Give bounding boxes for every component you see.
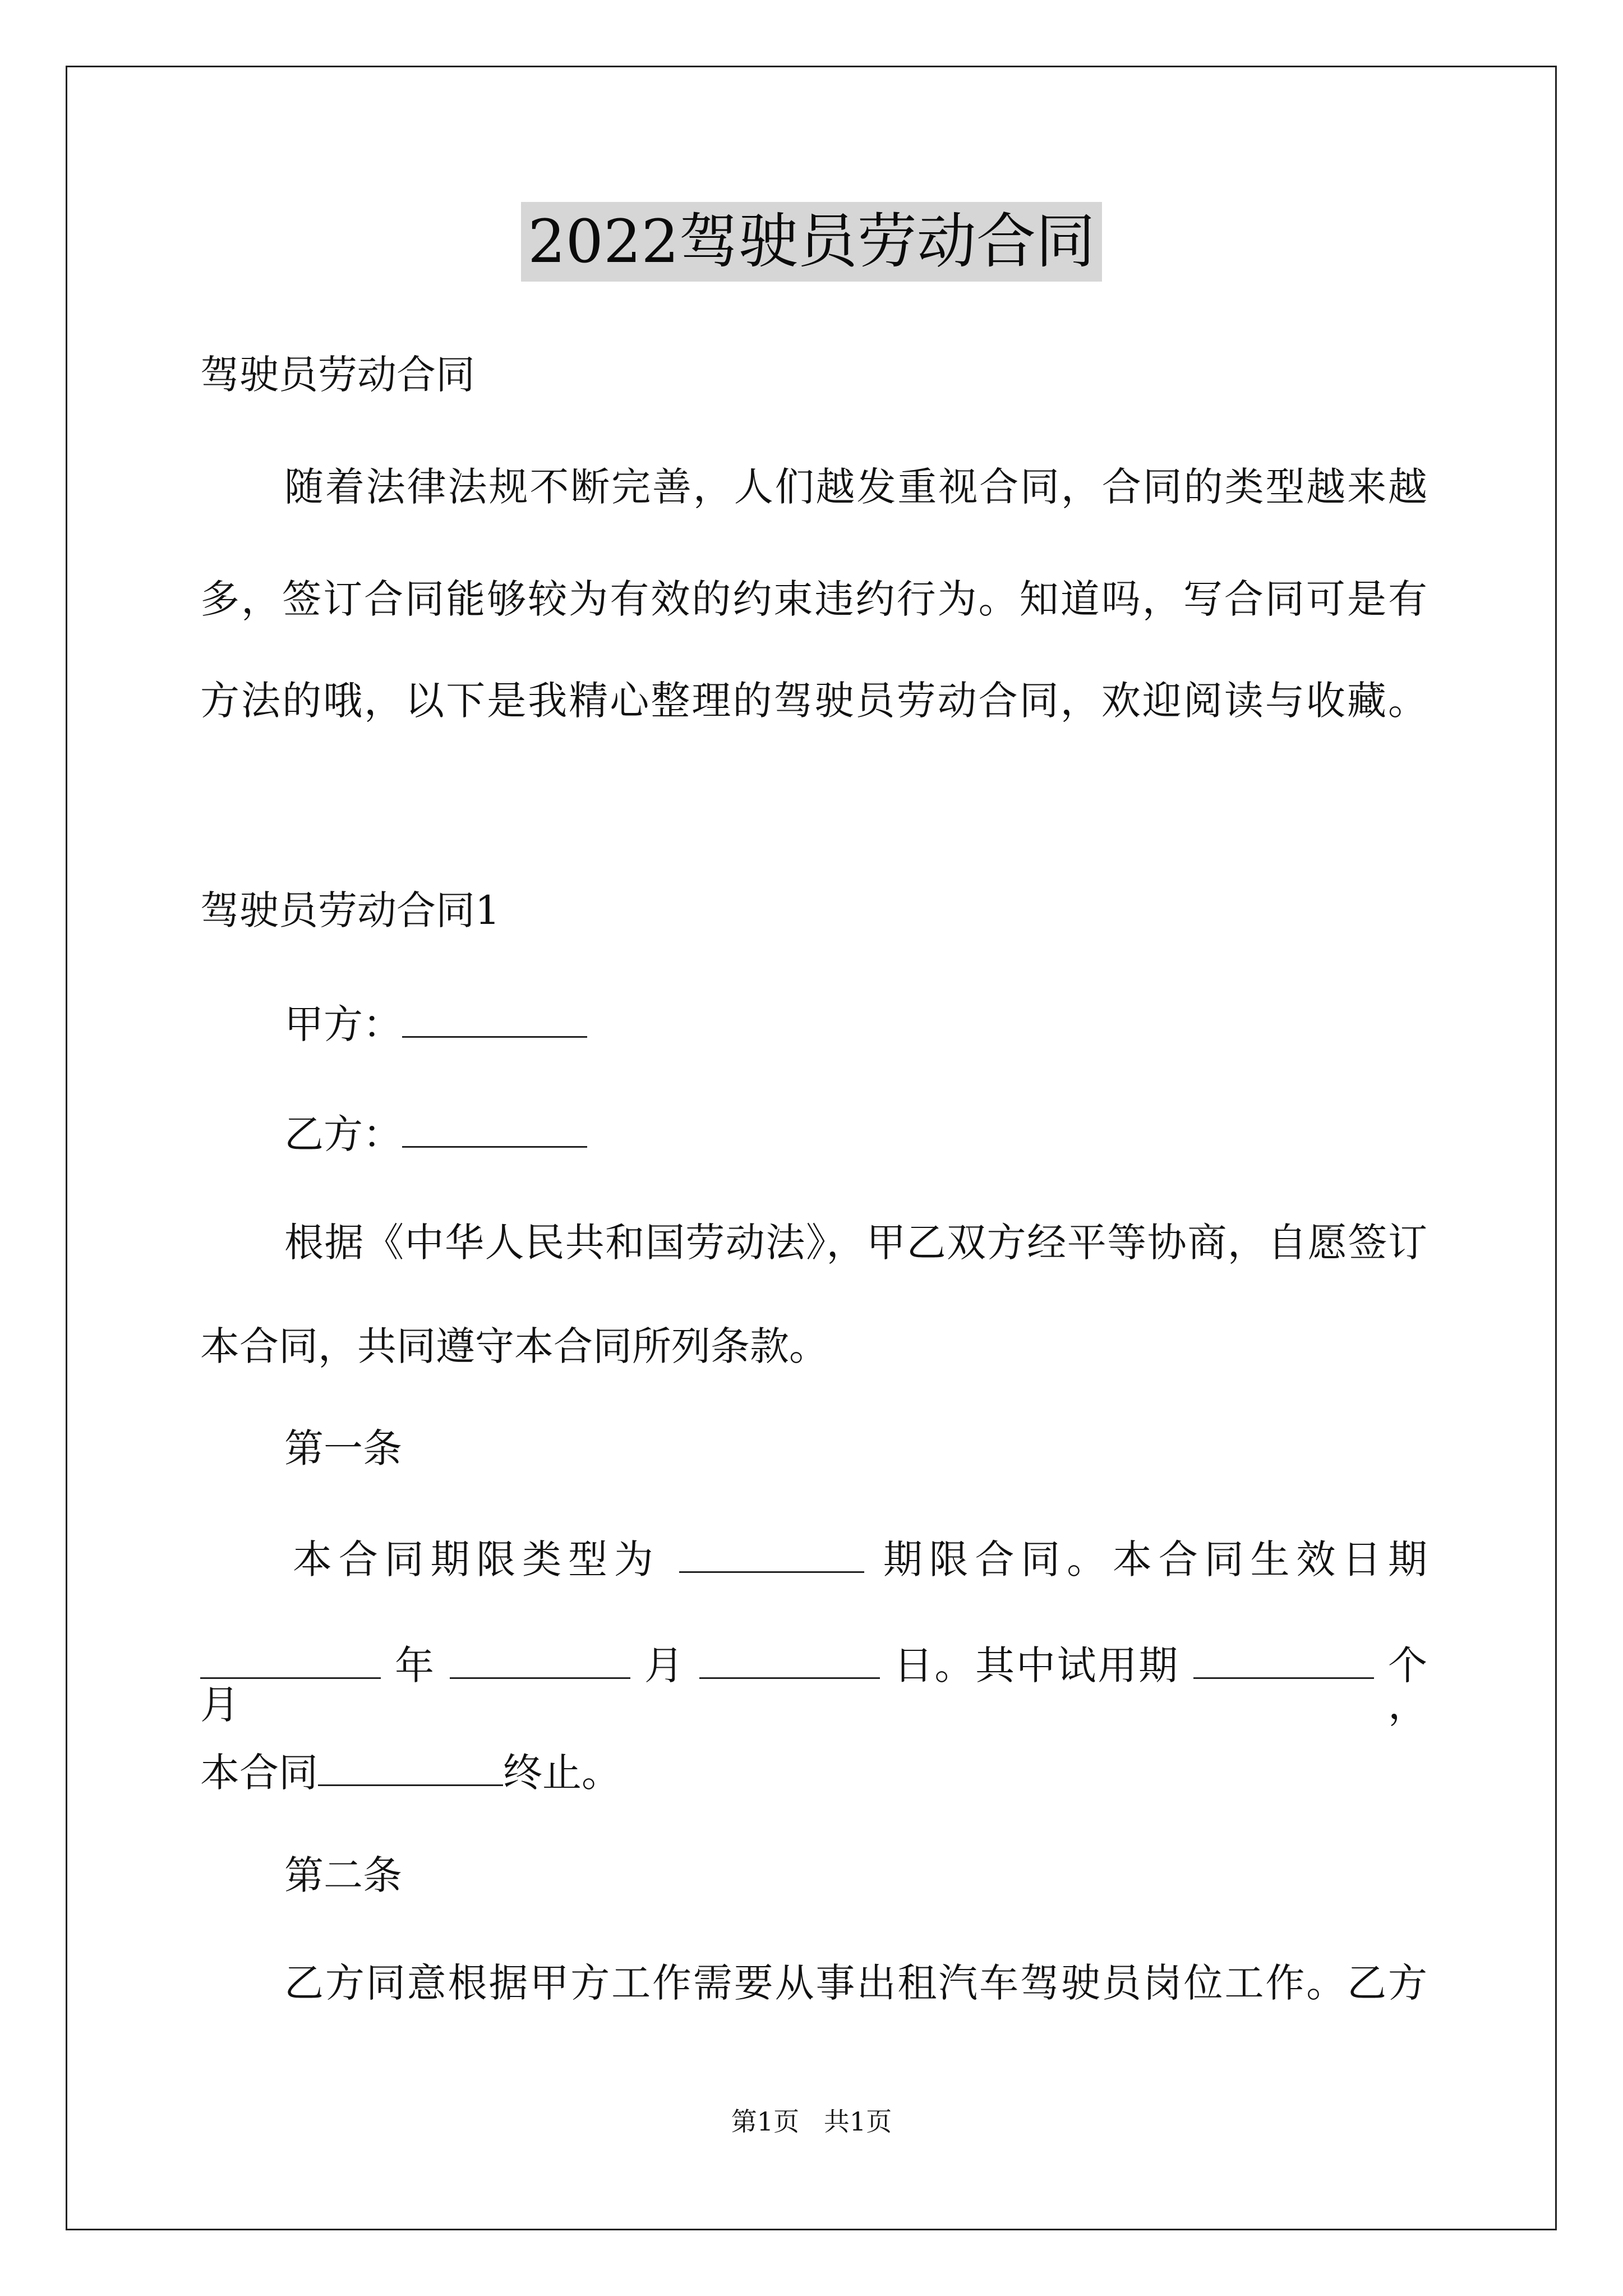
article-1-line-3 xyxy=(200,1749,621,1796)
article-1-text-d: 终止。 xyxy=(503,1750,621,1796)
month-label: 月 xyxy=(644,1642,685,1688)
party-a-line xyxy=(284,1001,587,1047)
term-type-blank xyxy=(679,1536,864,1573)
year-label: 年 xyxy=(395,1642,436,1688)
article-1-text-b: 期限合同。本合同生效日期 xyxy=(883,1536,1427,1582)
intro-paragraph-line-3: 方法的哦，以下是我精心整理的驾驶员劳动合同，欢迎阅读与收藏。 xyxy=(200,678,1427,724)
article-1-text-c: 本合同 xyxy=(200,1750,318,1796)
contract-heading: 驾驶员劳动合同1 xyxy=(200,887,500,933)
basis-paragraph-line-1: 根据《中华人民共和国劳动法》，甲乙双方经平等协商，自愿签订 xyxy=(284,1220,1427,1266)
intro-paragraph-line-1: 随着法律法规不断完善，人们越发重视合同，合同的类型越来越 xyxy=(284,464,1427,510)
party-a-label: 甲方： xyxy=(284,1001,402,1047)
intro-paragraph-line-2: 多，签订合同能够较为有效的约束违约行为。知道吗，写合同可是有 xyxy=(200,576,1427,622)
party-a-blank xyxy=(402,1001,587,1038)
article-1-text-a: 本合同期限类型为 xyxy=(293,1536,660,1582)
article-2-heading: 第二条 xyxy=(284,1852,402,1898)
page-footer: 第1页 共1页 xyxy=(731,2106,892,2137)
party-b-blank xyxy=(402,1111,587,1148)
probation-months-blank xyxy=(1193,1642,1374,1679)
basis-paragraph-line-2: 本合同，共同遵守本合同所列条款。 xyxy=(200,1323,828,1369)
termination-blank xyxy=(318,1749,503,1786)
party-b-label: 乙方： xyxy=(284,1111,402,1157)
article-1-line-2 xyxy=(200,1642,1427,1728)
party-b-line xyxy=(284,1111,587,1157)
day-probation-label: 日。其中试用期 xyxy=(893,1642,1179,1688)
months-label: 个月， xyxy=(200,1642,1427,1728)
start-year-blank xyxy=(200,1642,381,1679)
document-title-wrap xyxy=(0,202,1623,282)
article-1-heading: 第一条 xyxy=(284,1425,402,1471)
intro-heading: 驾驶员劳动合同 xyxy=(200,352,475,398)
article-2-line-1: 乙方同意根据甲方工作需要从事出租汽车驾驶员岗位工作。乙方 xyxy=(284,1960,1427,2006)
start-month-blank xyxy=(450,1642,630,1679)
article-1-line-1 xyxy=(293,1536,1427,1582)
document-title: 2022驾驶员劳动合同 xyxy=(521,202,1102,282)
start-day-blank xyxy=(699,1642,880,1679)
